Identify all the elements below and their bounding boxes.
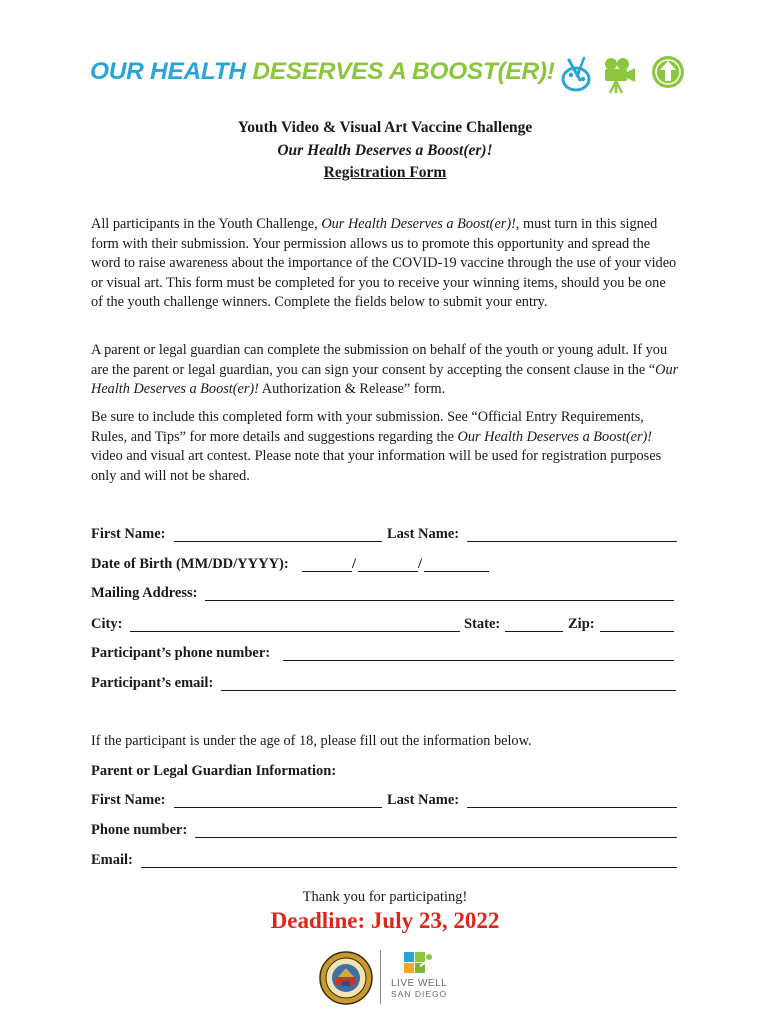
guardian-first-name-field[interactable] <box>174 807 382 808</box>
mailing-address-field[interactable] <box>205 600 674 601</box>
logo-divider <box>380 950 381 1004</box>
participant-email-label: Participant’s email: <box>91 675 214 691</box>
banner-icons <box>560 52 690 103</box>
city-field[interactable] <box>130 631 460 632</box>
first-name-label: First Name: <box>91 526 166 542</box>
zip-label: Zip: <box>568 616 595 632</box>
video-camera-icon <box>605 58 635 93</box>
guardian-phone-row <box>91 822 681 842</box>
dob-year-field[interactable] <box>424 571 489 572</box>
participant-phone-field[interactable] <box>283 660 674 661</box>
guardian-phone-label: Phone number: <box>91 822 188 838</box>
mailing-address-label: Mailing Address: <box>91 585 198 601</box>
participant-phone-row <box>91 645 681 665</box>
guardian-email-row <box>91 852 681 872</box>
live-well-logo-icon <box>404 952 434 978</box>
participant-email-field[interactable] <box>221 690 676 691</box>
palette-icon <box>563 58 589 90</box>
guardian-name-row <box>91 792 681 812</box>
dob-separator: / <box>352 556 357 572</box>
mailing-address-row <box>91 585 681 605</box>
dob-label: Date of Birth (MM/DD/YYYY): <box>91 556 289 572</box>
county-seal-icon <box>318 950 374 1006</box>
guardian-last-name-label: Last Name: <box>387 792 460 808</box>
upload-arrow-icon <box>652 56 684 88</box>
campaign-banner <box>90 56 690 96</box>
live-well-wordmark <box>391 979 447 999</box>
city-label: City: <box>91 616 123 632</box>
banner-title-part1: OUR HEALTH <box>90 58 246 85</box>
intro-paragraph-1: All participants in the Youth Challenge, Our Health Deserves a Boost(er)!, must turn in this signed form with their submission. Your permission allows us to promote this opportunity and spread the word to raise awareness about the importance of the COVID-19 vaccine through the use of your video or visual art. This form must be completed for you to receive your winning items, should you be one of the youth challenge winners. Complete the fields below to submit your entry. <box>91 216 677 310</box>
state-field[interactable] <box>505 631 563 632</box>
dob-separator: / <box>418 556 423 572</box>
intro-paragraph-2: A parent or legal guardian can complete the submission on behalf of the youth or young adult. If you are the parent or legal guardian, you can sign your consent by accepting the consent clause in the “Our Health Deserves a Boost(er)! Authorization & Release” form. <box>91 342 679 397</box>
dob-month-field[interactable] <box>302 571 352 572</box>
deadline-text: Deadline: July 23, 2022 <box>270 908 500 933</box>
form-name: Registration Form <box>323 164 447 181</box>
guardian-email-label: Email: <box>91 852 133 868</box>
guardian-section-title: Parent or Legal Guardian Information: <box>91 763 337 779</box>
live-well-line2: SAN DIEGO <box>391 989 448 999</box>
guardian-phone-field[interactable] <box>195 837 677 838</box>
guardian-instructions: If the participant is under the age of 18, please fill out the information below. <box>91 733 532 749</box>
state-label: State: <box>464 616 501 632</box>
participant-phone-label: Participant’s phone number: <box>91 645 271 661</box>
city-state-zip-row <box>91 616 681 636</box>
banner-title <box>90 58 555 86</box>
live-well-line1: LIVE WELL <box>391 978 448 989</box>
participant-email-row <box>91 675 681 695</box>
banner-title-part2: DESERVES A BOOST(ER)! <box>252 58 555 85</box>
guardian-last-name-field[interactable] <box>467 807 677 808</box>
last-name-field[interactable] <box>467 541 677 542</box>
intro-paragraph-3: Be sure to include this completed form with your submission. See “Official Entry Requirements, Rules, and Tips” for more details and suggestions regarding the Our Health Deserves a Boost(er)! video and visual art contest. Please note that your information will be used for registration purposes only and will not be shared. <box>91 409 662 484</box>
guardian-email-field[interactable] <box>141 867 677 868</box>
last-name-label: Last Name: <box>387 526 460 542</box>
footer-logos <box>318 948 458 1008</box>
page-title: Youth Video & Visual Art Vaccine Challenge <box>237 119 533 136</box>
guardian-first-name-label: First Name: <box>91 792 166 808</box>
first-name-field[interactable] <box>174 541 382 542</box>
participant-name-row <box>91 526 681 546</box>
dob-day-field[interactable] <box>358 571 418 572</box>
thank-you-text: Thank you for participating! <box>302 889 468 905</box>
challenge-subtitle: Our Health Deserves a Boost(er)! <box>277 142 493 159</box>
zip-field[interactable] <box>600 631 674 632</box>
dob-row <box>91 556 681 576</box>
